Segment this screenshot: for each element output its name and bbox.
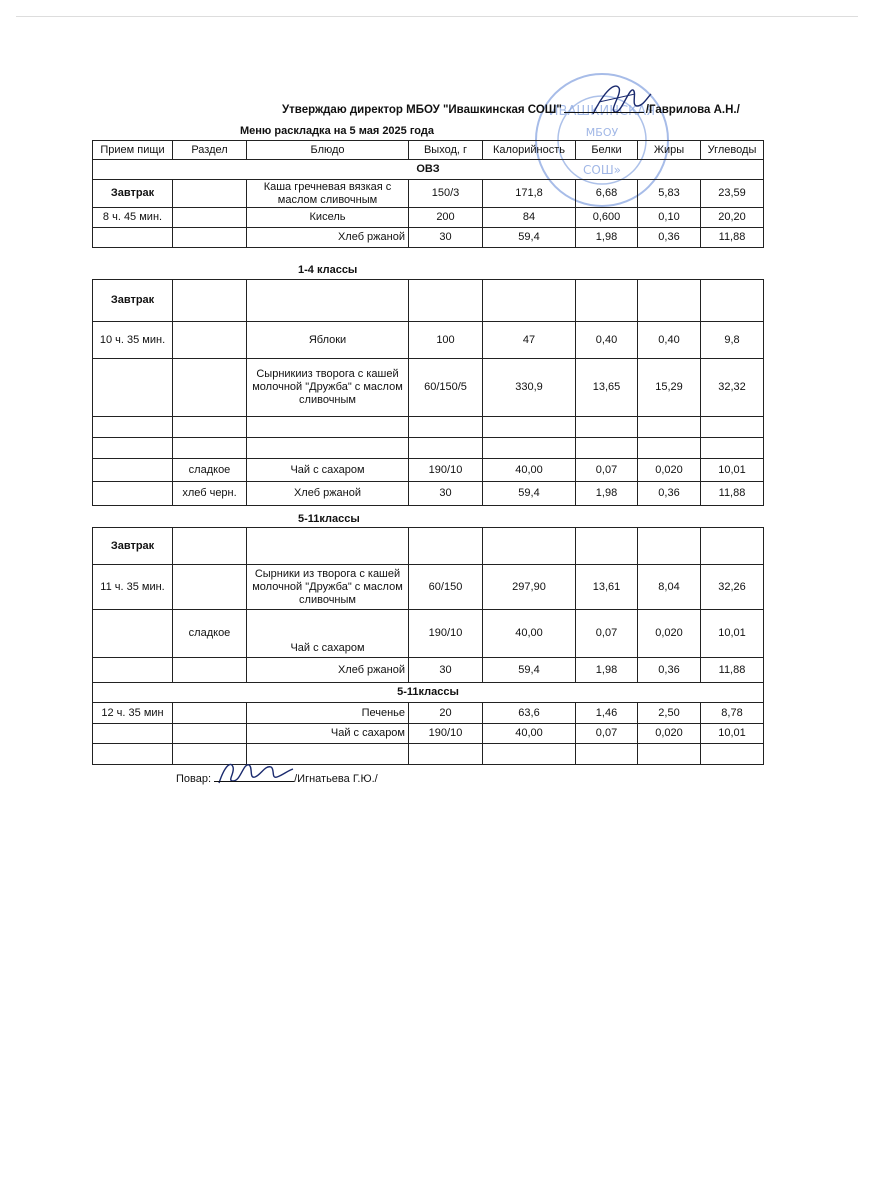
carbs: 8,78: [701, 703, 764, 724]
protein: 13,65: [576, 359, 638, 417]
yield: 100: [409, 322, 483, 359]
table-row: [93, 322, 764, 359]
dish: Чай с сахаром: [247, 459, 409, 482]
fat: 2,50: [638, 703, 701, 724]
protein: 1,46: [576, 703, 638, 724]
meal-label: Завтрак: [93, 280, 173, 322]
yield: 190/10: [409, 610, 483, 658]
table-row: [93, 208, 764, 228]
kcal: 330,9: [483, 359, 576, 417]
stamp-top-text: ИВАШКИНСКАЯ: [548, 104, 656, 119]
yield: 30: [409, 658, 483, 683]
table-row: [93, 724, 764, 744]
dish: Хлеб ржаной: [247, 658, 409, 683]
approval-line: [282, 102, 740, 116]
protein: 1,98: [576, 482, 638, 506]
section-label-ovz: ОВЗ: [93, 160, 764, 180]
fat: 5,83: [638, 180, 701, 208]
carbs: 10,01: [701, 459, 764, 482]
fat: 0,10: [638, 208, 701, 228]
fat: 0,020: [638, 724, 701, 744]
scan-edge-line: [16, 16, 858, 17]
meal-label: Завтрак: [93, 528, 173, 565]
meal-time: 10 ч. 35 мин.: [93, 322, 173, 359]
col-fat: Жиры: [638, 141, 701, 160]
kcal: 40,00: [483, 724, 576, 744]
dish: Чай с сахаром: [247, 724, 409, 744]
yield: 150/3: [409, 180, 483, 208]
col-meal: Прием пищи: [93, 141, 173, 160]
yield: 60/150: [409, 565, 483, 610]
protein: 1,98: [576, 228, 638, 248]
kcal: 63,6: [483, 703, 576, 724]
fat: 0,36: [638, 482, 701, 506]
yield: 30: [409, 482, 483, 506]
dish: Чай с сахаром: [247, 610, 409, 658]
stamp-bottom-text: СОШ»: [583, 163, 621, 177]
dish: Печенье: [247, 703, 409, 724]
yield: 190/10: [409, 724, 483, 744]
carbs: 11,88: [701, 228, 764, 248]
kcal: 40,00: [483, 459, 576, 482]
kcal: 59,4: [483, 658, 576, 683]
section-label-5-11-b: 5-11классы: [93, 683, 764, 703]
carbs: 10,01: [701, 610, 764, 658]
table-row: [93, 459, 764, 482]
table-row: [93, 565, 764, 610]
table-row: [93, 703, 764, 724]
dish: Каша гречневая вязкая с маслом сливочным: [247, 180, 409, 208]
table-row: [93, 610, 764, 658]
col-carbs: Углеводы: [701, 141, 764, 160]
carbs: 9,8: [701, 322, 764, 359]
dish: Сырникииз творога с кашей молочной "Дружба" с маслом сливочным: [247, 359, 409, 417]
table-row: [93, 528, 764, 565]
fat: 0,020: [638, 610, 701, 658]
carbs: 32,32: [701, 359, 764, 417]
yield: 60/150/5: [409, 359, 483, 417]
yield: 200: [409, 208, 483, 228]
section-row-ovz: [93, 160, 764, 180]
meal-time: 8 ч. 45 мин.: [93, 208, 173, 228]
col-section: Раздел: [173, 141, 247, 160]
cook-signature-line: [214, 771, 294, 782]
carbs: 32,26: [701, 565, 764, 610]
meal-time: 12 ч. 35 мин: [93, 703, 173, 724]
menu-table-ovz: [92, 140, 764, 248]
protein: 0,40: [576, 322, 638, 359]
table-row: [93, 482, 764, 506]
meal-time: 11 ч. 35 мин.: [93, 565, 173, 610]
table-row: [93, 744, 764, 765]
table-row: [93, 417, 764, 438]
fat: 0,36: [638, 658, 701, 683]
cook-name: /Игнатьева Г.Ю./: [294, 773, 378, 785]
dish: Хлеб ржаной: [247, 228, 409, 248]
stamp-center-text: МБОУ: [585, 126, 619, 139]
protein: 6,68: [576, 180, 638, 208]
kcal: 40,00: [483, 610, 576, 658]
protein: 0,07: [576, 724, 638, 744]
dish: Кисель: [247, 208, 409, 228]
section-row-5-11-b: [93, 683, 764, 703]
carbs: 23,59: [701, 180, 764, 208]
protein: 0,07: [576, 459, 638, 482]
director-name: /Гаврилова А.Н./: [645, 104, 740, 116]
table-row: [93, 228, 764, 248]
menu-table-5-11: [92, 527, 764, 765]
menu-title: Меню раскладка на 5 мая 2025 года: [240, 125, 434, 137]
dish: Яблоки: [247, 322, 409, 359]
fat: 0,40: [638, 322, 701, 359]
header-row: [93, 141, 764, 160]
carbs: 20,20: [701, 208, 764, 228]
col-dish: Блюдо: [247, 141, 409, 160]
fat: 8,04: [638, 565, 701, 610]
section-label-5-11: 5-11классы: [298, 513, 360, 525]
table-row: [93, 280, 764, 322]
col-protein: Белки: [576, 141, 638, 160]
col-kcal: Калорийность: [483, 141, 576, 160]
kcal: 47: [483, 322, 576, 359]
section-name: сладкое: [173, 459, 247, 482]
approval-text: Утверждаю директор МБОУ "Ивашкинская СОШ": [282, 104, 562, 116]
kcal: 297,90: [483, 565, 576, 610]
protein: 0,600: [576, 208, 638, 228]
section-name: хлеб черн.: [173, 482, 247, 506]
menu-table-1-4: [92, 279, 764, 506]
carbs: 11,88: [701, 482, 764, 506]
dish: Сырники из творога с кашей молочной "Дружба" с маслом сливочным: [247, 565, 409, 610]
kcal: 59,4: [483, 228, 576, 248]
protein: 0,07: [576, 610, 638, 658]
meal-label: Завтрак: [93, 180, 173, 208]
yield: 190/10: [409, 459, 483, 482]
yield: 30: [409, 228, 483, 248]
yield: 20: [409, 703, 483, 724]
carbs: 11,88: [701, 658, 764, 683]
kcal: 59,4: [483, 482, 576, 506]
kcal: 84: [483, 208, 576, 228]
carbs: 10,01: [701, 724, 764, 744]
col-yield: Выход, г: [409, 141, 483, 160]
dish: Хлеб ржаной: [247, 482, 409, 506]
protein: 13,61: [576, 565, 638, 610]
kcal: 171,8: [483, 180, 576, 208]
table-row: [93, 180, 764, 208]
table-row: [93, 359, 764, 417]
protein: 1,98: [576, 658, 638, 683]
cook-line: [176, 771, 378, 785]
fat: 0,36: [638, 228, 701, 248]
table-row: [93, 658, 764, 683]
fat: 0,020: [638, 459, 701, 482]
table-row: [93, 438, 764, 459]
section-name: сладкое: [173, 610, 247, 658]
cook-label: Повар:: [176, 773, 212, 785]
fat: 15,29: [638, 359, 701, 417]
signature-line: [564, 102, 644, 113]
section-label-1-4: 1-4 классы: [298, 264, 358, 276]
